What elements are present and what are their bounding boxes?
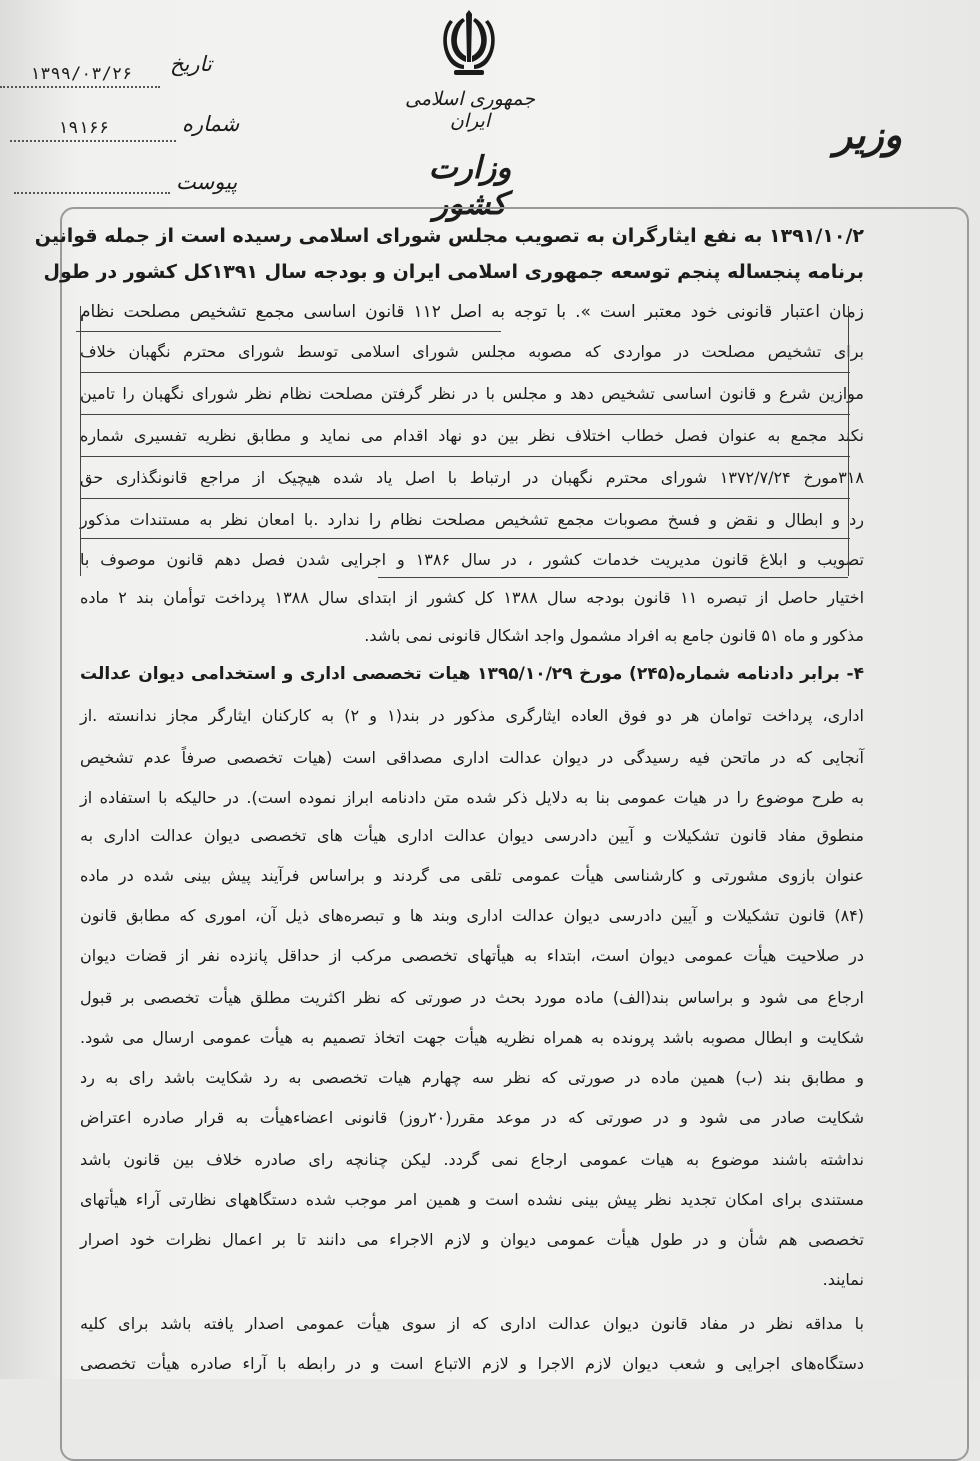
body-line: دستگاه‌های اجرایی و شعب دیوان لازم الاجرا و لازم الاتباع است و در رابطه با آراء صادره هیأت تخصصی bbox=[80, 1354, 864, 1373]
underline bbox=[80, 414, 850, 415]
body-line: تصویب و ابلاغ قانون مدیریت خدمات کشور ، در سال ۱۳۸۶ و اجرایی شدن فصل دهم قانون موصوف با bbox=[80, 550, 864, 569]
body-line: ۳۱۸مورخ ۱۳۷۲/۷/۲۴ شورای محترم نگهبان در ارتباط با اصل یاد شده هیچیک از مراجع قانونگذاری حق bbox=[80, 468, 864, 487]
underline bbox=[76, 331, 501, 332]
body-line: در صلاحیت هیأت عمومی دیوان است، ابتداء به هیأتهای تخصصی مرکب از حداقل پانزده نفر از قضات دیوان bbox=[80, 946, 864, 965]
body-line: با مداقه نظر در مفاد قانون دیوان عدالت اداری که از سوی هیأت عمومی اصدار یافته باشد برای کلیه bbox=[80, 1314, 864, 1333]
body-line: مستندی برای امکان تجدید نظر پیش بینی نشده است و همین امر موجب شده دستگاههای نظارتی آراء هیأتهای bbox=[80, 1190, 864, 1209]
date-label: تاریخ bbox=[170, 52, 212, 76]
date-value: ۱۳۹۹/۰۳/۲۶ bbox=[30, 64, 133, 84]
number-value: ۱۹۱۶۶ bbox=[58, 118, 110, 138]
margin-bracket bbox=[848, 306, 849, 576]
ministry-title: وزارت کشور bbox=[428, 150, 512, 222]
body-line: نمایند. bbox=[822, 1270, 864, 1289]
body-line: و مطابق بند (ب) همین ماده در صورتی که نظر سه چهارم هیات تخصصی به رد شکایت باشد رای به رد bbox=[80, 1068, 864, 1087]
body-line: شکایت و ابطال مصوبه باشد پرونده به همراه نظریه هیأت جهت اتخاذ تصمیم به هیأت عمومی ارسال می شود. bbox=[80, 1028, 864, 1047]
body-line: عنوان بازوی مشورتی و کارشناسی هیأت عمومی تلقی می گردند و براساس فرآیند پیش بینی شده در ماده bbox=[80, 866, 864, 885]
underline bbox=[378, 577, 848, 578]
body-line: موازین شرع و قانون اساسی تشخیص دهد و مجلس با در نظر گرفتن مصلحت نظام نظر شورای نگهبان را تامین bbox=[80, 384, 864, 403]
republic-title: جمهوری اسلامی ایران bbox=[405, 88, 535, 132]
body-line: اداری، پرداخت توامان هر دو فوق العاده ایثارگری مذکور در بند(۱ و ۲) به کارکنان ایثارگر مجاز ندانسته .از bbox=[80, 706, 864, 725]
body-line: برای تشخیص مصلحت در مواردی که مصوبه مجلس شورای اسلامی توسط شورای محترم نگهبان خلاف bbox=[80, 342, 864, 361]
body-line: منطوق مفاد قانون تشکیلات و آیین دادرسی دیوان عدالت اداری هیأت های تخصصی دیوان عدالت اداری به bbox=[80, 826, 864, 845]
attachment-label: پیوست bbox=[176, 170, 238, 194]
minister-title: وزیر bbox=[833, 112, 903, 157]
body-line: زمان اعتبار قانونی خود معتبر است ». با توجه به اصل ۱۱۲ قانون اساسی مجمع تشخیص مصلحت نظام bbox=[80, 302, 864, 322]
body-line: ارجاع می شود و براساس بند(الف) ماده مورد بحث در صورتی که نظر اکثریت مطلق هیأت تخصصی بر قبول bbox=[80, 988, 864, 1007]
body-line: به طرح موضوع را در هیات عمومی بنا به دلایل ذکر شده متن دادنامه ابراز نموده است). در حالیکه با استفاده از bbox=[80, 788, 864, 807]
body-line: نداشته باشند موضوع به هیات عمومی ارجاع نمی گردد. لیکن چنانچه رای صادره خلاف بین قانون باشد bbox=[80, 1150, 864, 1169]
body-line: ۱۳۹۱/۱۰/۲ به نفع ایثارگران به تصویب مجلس شورای اسلامی رسیده است از جمله قوانین bbox=[34, 225, 864, 247]
number-dotted-line bbox=[10, 140, 176, 142]
body-line: نکند مجمع به عنوان فصل خطاب اختلاف نظر بین دو نهاد اقدام می نماید و مطابق نظریه تفسیری شماره bbox=[80, 426, 864, 445]
date-dotted-line bbox=[0, 86, 160, 88]
underline bbox=[80, 538, 850, 539]
body-line: آنجایی که در ماتحن فیه رسیدگی در دیوان عدالت اداری مصداقی است (هیات تخصصی صرفاً عدم تشخیص bbox=[80, 748, 864, 767]
iran-emblem-icon bbox=[436, 6, 502, 78]
underline bbox=[80, 498, 850, 499]
body-line: رد و ابطال و نقض و فسخ مصوبات مجمع تشخیص مصلحت نظام را ندارد .با امعان نظر به مستندات مذکور bbox=[80, 510, 864, 529]
underline bbox=[80, 456, 850, 457]
body-line: (۸۴) قانون تشکیلات و آیین دادرسی دیوان عدالت اداری وبند ها و تبصره‌های ذیل آن، اموری که مطابق قانون bbox=[80, 906, 864, 925]
number-label: شماره bbox=[182, 112, 240, 136]
body-line: مذکور و ماه ۵۱ قانون جامع به افراد مشمول واجد اشکال قانونی نمی باشد. bbox=[364, 626, 864, 645]
attachment-dotted-line bbox=[14, 192, 170, 194]
underline bbox=[80, 372, 850, 373]
body-line: ۴- برابر دادنامه شماره(۲۴۵) مورخ ۱۳۹۵/۱۰/۲۹ هیات تخصصی اداری و استخدامی دیوان عدالت bbox=[80, 664, 864, 684]
body-line: شکایت صادر می شود و در صورتی که در موعد مقرر(۲۰روز) قانونی اعضاءهیأت به قرار صادره اعتراض bbox=[80, 1108, 865, 1127]
body-line: اختیار حاصل از تبصره ۱۱ قانون بودجه سال ۱۳۸۸ کل کشور از ابتدای سال ۱۳۸۸ پرداخت توأمان بند ۲ ماده bbox=[80, 588, 865, 607]
margin-bracket bbox=[80, 306, 81, 576]
body-line: برنامه پنجساله پنجم توسعه جمهوری اسلامی ایران و بودجه سال ۱۳۹۱کل کشور در طول bbox=[43, 261, 864, 283]
body-line: تخصصی هم شأن و در طول هیأت عمومی دیوان و لازم الاجراء می دانند تا بر اعمال نظرات خود اصرار bbox=[80, 1230, 864, 1249]
